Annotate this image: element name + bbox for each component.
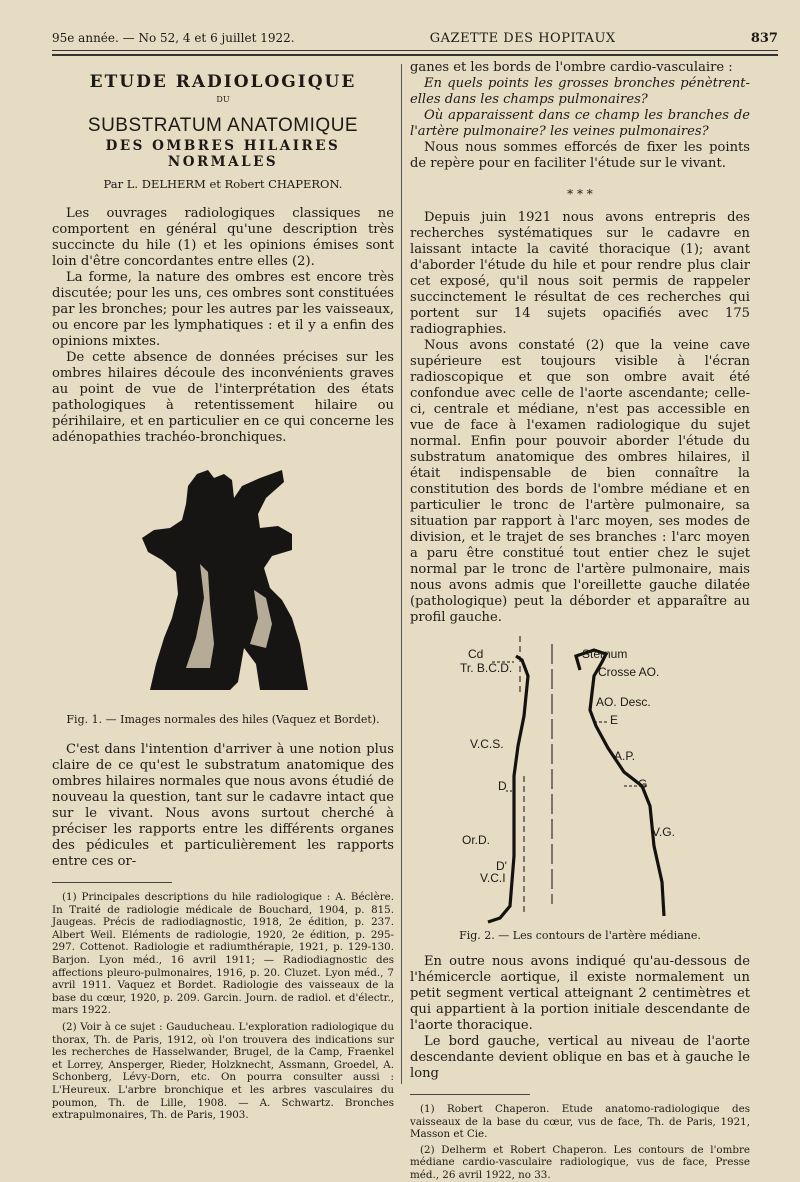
footnote: (2) Delherm et Robert Chaperon. Les contours de l'ombre médiane cardio-vasculaire radiologique, vus de face, Presse méd., 26 avril 1922, no 33.	[410, 1143, 750, 1181]
label-sternum: Sternum	[582, 647, 628, 661]
hilar-shadow-image	[142, 468, 312, 700]
label-cd: Cd	[468, 647, 484, 661]
header-rule-bottom	[52, 54, 778, 56]
paragraph: ganes et les bords de l'ombre cardio-vasculaire :	[410, 60, 733, 75]
footnote-rule	[52, 882, 172, 883]
question: En quels points les grosses bronches pénètrent-elles dans les champs pulmonaires?	[410, 76, 750, 107]
label-ao-desc: AO. Desc.	[596, 695, 651, 709]
header-journal-title: GAZETTE DES HOPITAUX	[429, 30, 616, 46]
paragraph: Nous avons constaté (2) que la veine cave supérieure est toujours visible à l'écran radioscopique et que son ombre avait été confondue avec celle de l'aorte ascendante; celle-ci, centrale et médiane, n'est pas accessible en vue de face à l'examen radiologique du sujet normal. Enfin pour pouvoir aborder l'étude du substratum anatomique des ombres hilaires, il était indispensable de bien connaître la constitution des bords de l'ombre médiane et en particulier le tronc de l'artère pulmonaire, sa situation par rapport à l'arc moyen, ses modes de division, et le trajet de ses branches : l'arc moyen a paru être constitué tout entier chez le sujet normal par le tronc de l'artère pulmonaire, mais nous avons admis que l'oreillette gauche dilatée (pathologique) peut la déborder et apparaître au profil gauche.	[410, 338, 750, 625]
paragraph: De cette absence de données précises sur les ombres hilaires découle des inconvénients graves au point de vue de l'interprétation des états pathologiques à retentissement hilaire ou périhilaire, et en particulier en ce qui concerne les adénopathies trachéo-bronchiques.	[52, 350, 394, 445]
running-header	[52, 28, 778, 48]
paragraph: La forme, la nature des ombres est encore très discutée; pour les uns, ces ombres sont constituées par les bronches; pour les autres par les vaisseaux, ou encore par les lymphatiques : et il y a enfin des opinions mixtes.	[52, 270, 394, 349]
label-vci: V.C.I	[480, 871, 506, 885]
contour-diagram	[410, 636, 750, 954]
label-or-d: Or.D.	[462, 833, 491, 847]
article-title-line2: SUBSTRATUM ANATOMIQUE	[87, 115, 359, 136]
label-vg: V.G.	[652, 825, 675, 839]
column-divider	[401, 64, 402, 1084]
paragraph: Nous nous sommes efforcés de fixer les points de repère pour en faciliter l'étude sur le vivant.	[410, 140, 750, 171]
footnote: (2) Voir à ce sujet : Gauducheau. L'exploration radiologique du thorax, Th. de Paris, 1912, où l'on trouvera des indications sur les recherches de Hasselwander, Brugel, de la Camp, Fraenkel et Lorrey, Ansperger, Rieder, Holzknecht, Assmann, Groedel, A. Schonberg, Lévy-Dorn, etc. On pourra consulter aussi : L'Heureux. L'arbre bronchique et les arbres vasculaires du poumon, Th. de Lille, 1908. — A. Schwartz. Bronches extrapulmonaires, Th. de Paris, 1903.	[52, 1020, 394, 1122]
header-page-number: 837	[750, 30, 778, 46]
label-crosse-ao: Crosse AO.	[598, 665, 660, 679]
left-column	[52, 60, 394, 1122]
label-g: G	[638, 777, 648, 791]
question: Où apparaissent dans ce champ les branches de l'artère pulmonaire? les veines pulmonaires?	[410, 108, 750, 139]
figure-1-caption: Fig. 1. — Images normales des hiles (Vaquez et Bordet).	[66, 713, 380, 726]
footnote: (1) Robert Chaperon. Etude anatomo-radiologique des vaisseaux de la base du cœur, vus de face, Th. de Paris, 1921, Masson et Cie.	[410, 1103, 750, 1141]
paragraph: Les ouvrages radiologiques classiques ne comportent en général qu'une description très succincte du hile (1) et les opinions émises sont loin d'être concordantes entre elles (2).	[52, 206, 394, 269]
article-title-line3: DES OMBRES HILAIRES NORMALES	[105, 138, 341, 170]
figure-2	[410, 636, 750, 954]
label-d: D	[498, 779, 507, 793]
right-column	[410, 60, 750, 1182]
article-title-du: DU	[216, 95, 230, 104]
figure-2-caption: Fig. 2. — Les contours de l'artère médiane.	[459, 929, 701, 942]
paragraph: Le bord gauche, vertical au niveau de l'aorte descendante devient oblique en bas et à gauche le long	[410, 1034, 750, 1081]
label-ap: A.P.	[614, 749, 636, 763]
section-separator: * * *	[567, 187, 593, 201]
paragraph: C'est dans l'intention d'arriver à une notion plus claire de ce qu'est le substratum anatomique des ombres hilaires normales que nous avons étudié de nouveau la question, tant sur le cadavre intact que sur le vivant. Nous avons surtout cherché à préciser les rapports entre les différents organes des pédicules et particulièrement les rapports entre ces or-	[52, 742, 394, 869]
paragraph: Depuis juin 1921 nous avons entrepris des recherches systématiques sur le cadavre en laissant intacte la cavité thoracique (1); avant d'aborder l'étude du hile et pour rendre plus clair cet exposé, qu'il nous soit permis de rappeler succinctement le résultat de ces recherches qui portent sur 14 sujets opacifiés avec 175 radiographies.	[410, 210, 750, 337]
header-rule-top	[52, 50, 778, 51]
paragraph: En outre nous avons indiqué qu'au-dessous de l'hémicercle aortique, il existe normalement un petit segment vertical atteignant 2 centimètres et qui appartient à la portion initiale descendante de l'aorte thoracique.	[410, 954, 750, 1033]
footnote-rule	[410, 1094, 530, 1095]
footnote: (1) Principales descriptions du hile radiologique : A. Béclère. In Traité de radiologie médicale de Bouchard, 1904, p. 815. Jaugeas. Précis de radiodiagnostic, 1918, 2e édition, p. 237. Albert Weil. Eléments de radiologie, 1920, 2e édition, p. 295-297. Cottenot. Radiologie et radiumthérapie, 1921, p. 129-130. Barjon. Lyon méd., 16 avril 1911; — Radiodiagnostic des affections pleuro-pulmonaires, 1916, p. 20. Cluzet. Lyon méd., 7 avril 1911. Vaquez et Bordet. Radiologie des vaisseaux de la base du cœur, 1920, p. 209. Garcin. Journ. de radiol. et d'électr., mars 1922.	[52, 891, 394, 1017]
article-title-line1: ETUDE RADIOLOGIQUE	[89, 72, 357, 92]
label-d-prime: D'	[496, 859, 507, 873]
article-byline: Par L. DELHERM et Robert CHAPERON.	[103, 177, 343, 191]
label-vcs: V.C.S.	[470, 737, 504, 751]
label-e: E	[610, 713, 619, 727]
figure-1	[52, 458, 394, 708]
label-tr-bcd: Tr. B.C.D.	[460, 661, 513, 675]
header-issue: 95e année. — No 52, 4 et 6 juillet 1922.	[52, 31, 295, 45]
